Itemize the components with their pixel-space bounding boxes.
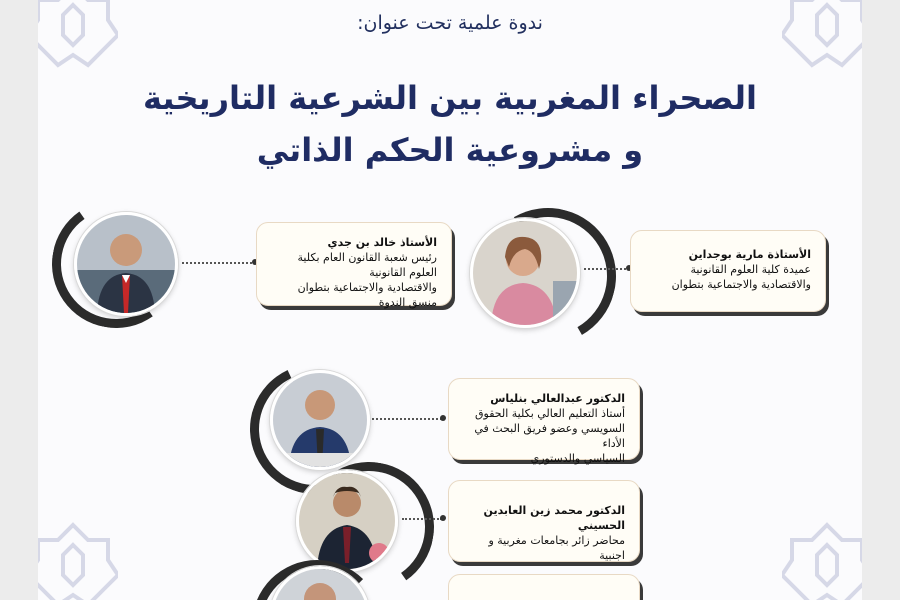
- speaker-role-line: رئيس شعبة القانون العام بكلية العلوم القانونية: [297, 251, 437, 279]
- connector-dot: [440, 515, 446, 521]
- ornament-top-right-icon: [782, 0, 862, 70]
- ornament-bottom-right-icon: [782, 520, 862, 600]
- speaker-role-line: منسق الندوة: [378, 296, 437, 309]
- speaker-name: الأستاذة مارية بوجداين: [688, 248, 811, 261]
- connector-line: [182, 262, 256, 264]
- event-poster: [38, 0, 862, 600]
- portrait-image: [273, 373, 367, 467]
- speaker-photo-maria: [470, 218, 580, 328]
- speaker-photo-khalid: [74, 212, 178, 316]
- poster-subtitle: ندوة علمية تحت عنوان:: [357, 12, 543, 34]
- portrait-image: [77, 215, 175, 313]
- portrait-image: [299, 473, 395, 569]
- connector-line: [372, 418, 442, 420]
- poster-title-line-2: و مشروعية الحكم الذاتي: [256, 131, 644, 169]
- connector-line: [584, 268, 630, 270]
- speaker-photo-mohammed: [296, 470, 398, 572]
- speaker-name: الدكتور عبدالعالي بنلياس: [490, 392, 625, 405]
- connector-dot: [440, 415, 446, 421]
- ornament-bottom-left-icon: [38, 520, 118, 600]
- speaker-card-maria: [630, 230, 826, 312]
- portrait-image: [473, 221, 577, 325]
- ornament-top-left-icon: [38, 0, 118, 70]
- speaker-photo-abdelali: [270, 370, 370, 470]
- speaker-role-line: أستاذ التعليم العالي بكلية الحقوق: [474, 407, 625, 420]
- speaker-card-partial: [448, 574, 640, 600]
- speaker-role-line: السياسي والدستوري: [530, 452, 625, 465]
- speaker-name: الدكتور محمد زين العابدين الحسيني: [483, 504, 625, 532]
- speaker-name: الأستاذ خالد بن جدي: [327, 236, 437, 249]
- poster-title-line-1: الصحراء المغربية بين الشرعية التاريخية: [143, 79, 757, 117]
- speaker-role-line: السويسي وعضو فريق البحث في الأداء: [474, 422, 625, 450]
- speaker-card-mohammed: [448, 480, 640, 562]
- speaker-role-line: محاضر زائر بجامعات مغربية و اجنبية: [488, 534, 625, 562]
- speaker-card-khalid: [256, 222, 452, 309]
- speaker-role-line: عميدة كلية العلوم القانونية: [690, 263, 811, 276]
- right-side-margin: [862, 0, 900, 600]
- speaker-card-abdelali: [448, 378, 640, 465]
- poster-title: [38, 72, 862, 176]
- speaker-role-line: والاقتصادية والاجتماعية بتطوان: [297, 281, 437, 294]
- connector-line: [402, 518, 442, 520]
- speaker-role-line: والاقتصادية والاجتماعية بتطوان: [671, 278, 811, 291]
- left-side-margin: [0, 0, 38, 600]
